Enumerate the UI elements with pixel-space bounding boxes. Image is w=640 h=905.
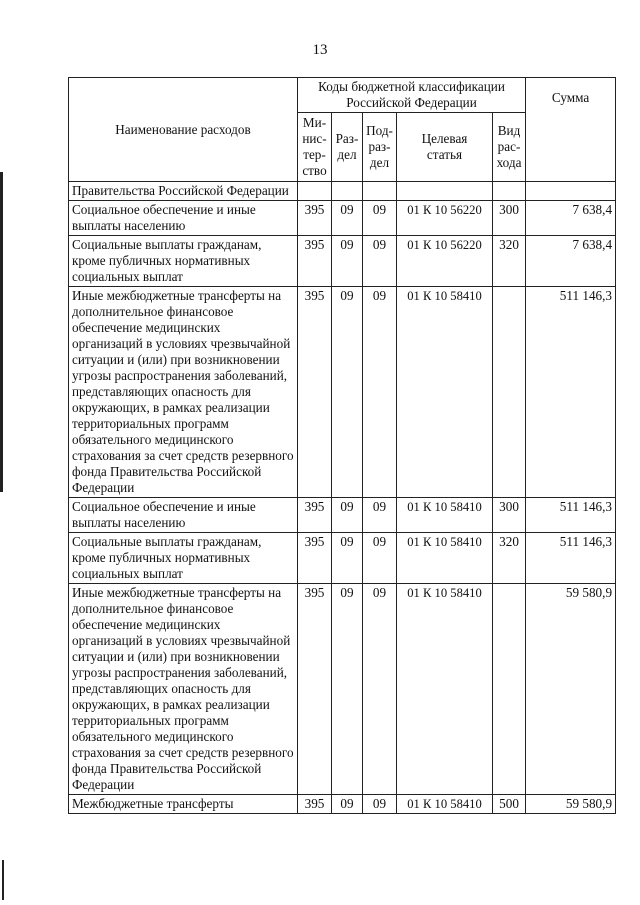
header-section: Раз- дел: [332, 113, 363, 182]
row-expense-type: [493, 287, 526, 498]
table-row: [69, 533, 616, 584]
row-subsection: [363, 182, 397, 201]
row-expense-type: 300: [493, 498, 526, 533]
row-target: 01 К 10 58410: [397, 584, 493, 795]
table-row: [69, 584, 616, 795]
row-sum: 511 146,3: [526, 498, 616, 533]
row-name: Правительства Российской Федерации: [69, 182, 298, 201]
row-target: 01 К 10 56220: [397, 201, 493, 236]
header-codes-group: Коды бюджетной классификации Российской Федерации: [298, 78, 526, 113]
row-section: 09: [332, 236, 363, 287]
row-sum: 59 580,9: [526, 795, 616, 814]
row-ministry: 395: [298, 533, 332, 584]
row-expense-type: [493, 182, 526, 201]
row-sum: 511 146,3: [526, 533, 616, 584]
row-name: Социальные выплаты гражданам, кроме публичных нормативных социальных выплат: [69, 236, 298, 287]
page-number: 13: [312, 42, 328, 58]
row-subsection: 09: [363, 287, 397, 498]
scan-edge-mark: [0, 172, 3, 492]
row-name: Социальное обеспечение и иные выплаты населению: [69, 201, 298, 236]
row-ministry: [298, 182, 332, 201]
row-section: 09: [332, 498, 363, 533]
row-section: [332, 182, 363, 201]
row-subsection: 09: [363, 201, 397, 236]
header-target: Целевая статья: [397, 113, 493, 182]
row-target: [397, 182, 493, 201]
row-ministry: 395: [298, 498, 332, 533]
header-ministry: Ми- нис- тер- ство: [298, 113, 332, 182]
row-target: 01 К 10 58410: [397, 498, 493, 533]
row-subsection: 09: [363, 236, 397, 287]
row-name: Иные межбюджетные трансферты на дополнительное финансовое обеспечение медицинских организаций в условиях чрезвычайной ситуации и (или) при возникновении угрозы распространения заболеваний, представляющих опасность для окружающих, в рамках реализации территориальных программ обязательного медицинского страхования за счет средств резервного фонда Правительства Российской Федерации: [69, 287, 298, 498]
row-subsection: 09: [363, 795, 397, 814]
row-expense-type: 300: [493, 201, 526, 236]
row-subsection: 09: [363, 533, 397, 584]
row-ministry: 395: [298, 236, 332, 287]
table-row: [69, 287, 616, 498]
row-expense-type: 320: [493, 236, 526, 287]
budget-table: [68, 77, 616, 814]
row-subsection: 09: [363, 584, 397, 795]
row-ministry: 395: [298, 795, 332, 814]
row-subsection: 09: [363, 498, 397, 533]
row-name: Иные межбюджетные трансферты на дополнительное финансовое обеспечение медицинских организаций в условиях чрезвычайной ситуации и (или) при возникновении угрозы распространения заболеваний, представляющих опасность для окружающих, в рамках реализации территориальных программ обязательного медицинского страхования за счет средств резервного фонда Правительства Российской Федерации: [69, 584, 298, 795]
row-target: 01 К 10 58410: [397, 795, 493, 814]
row-target: 01 К 10 58410: [397, 533, 493, 584]
row-sum: 59 580,9: [526, 584, 616, 795]
row-target: 01 К 10 56220: [397, 236, 493, 287]
header-sum: Сумма: [526, 78, 616, 182]
scan-edge-mark: [2, 860, 4, 900]
row-section: 09: [332, 584, 363, 795]
row-section: 09: [332, 533, 363, 584]
row-name: Социальное обеспечение и иные выплаты населению: [69, 498, 298, 533]
row-ministry: 395: [298, 584, 332, 795]
table-row: [69, 182, 616, 201]
row-expense-type: [493, 584, 526, 795]
table-row: [69, 236, 616, 287]
row-expense-type: 500: [493, 795, 526, 814]
row-name: Социальные выплаты гражданам, кроме публичных нормативных социальных выплат: [69, 533, 298, 584]
header-expense-type: Вид рас- хода: [493, 113, 526, 182]
row-sum: 7 638,4: [526, 201, 616, 236]
row-sum: [526, 182, 616, 201]
table-row: [69, 498, 616, 533]
row-ministry: 395: [298, 287, 332, 498]
row-name: Межбюджетные трансферты: [69, 795, 298, 814]
row-expense-type: 320: [493, 533, 526, 584]
row-section: 09: [332, 287, 363, 498]
row-ministry: 395: [298, 201, 332, 236]
header-subsection: Под- раз- дел: [363, 113, 397, 182]
table-row: [69, 795, 616, 814]
header-name: Наименование расходов: [69, 78, 298, 182]
row-target: 01 К 10 58410: [397, 287, 493, 498]
row-sum: 511 146,3: [526, 287, 616, 498]
table-row: [69, 201, 616, 236]
row-section: 09: [332, 201, 363, 236]
row-section: 09: [332, 795, 363, 814]
row-sum: 7 638,4: [526, 236, 616, 287]
